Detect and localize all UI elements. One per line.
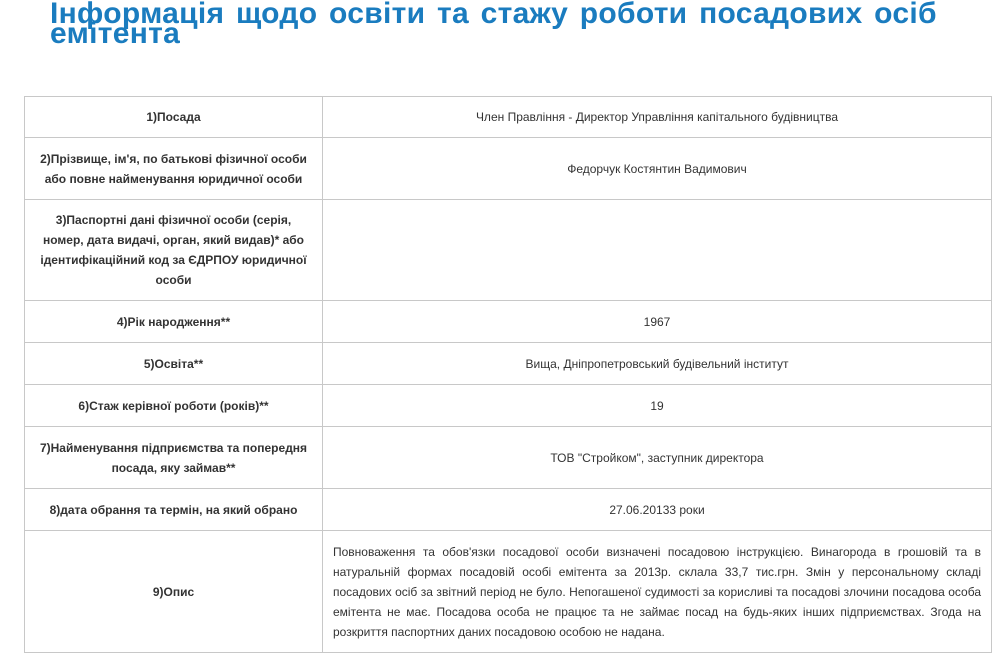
table-row-full-name — [25, 138, 992, 200]
row-value: Вища, Дніпропетровський будівельний інститут — [323, 343, 992, 385]
row-label: 2)Прізвище, ім'я, по батькові фізичної особи або повне найменування юридичної особи — [25, 138, 323, 200]
row-value: ТОВ "Стройком", заступник директора — [323, 427, 992, 489]
officer-info-table — [24, 96, 992, 653]
row-label: 4)Рік народження** — [25, 301, 323, 343]
table-row-election-date — [25, 489, 992, 531]
row-label: 5)Освіта** — [25, 343, 323, 385]
row-value: Член Правління - Директор Управління капітального будівництва — [323, 97, 992, 138]
table-row-birth-year — [25, 301, 992, 343]
table-row-position — [25, 97, 992, 138]
row-label: 8)дата обрання та термін, на який обрано — [25, 489, 323, 531]
row-value: Повноваження та обов'язки посадової особи визначені посадовою інструкцією. Винагорода в грошовій та в натуральній формах посадовій особі емітента за 2013р. склала 33,7 тис.грн. Змін у персональному складі посадових осіб за звітний період не було. Непогашеної судимості за корисливі та посадові злочини посадова особа емітента не має. Посадова особа не працює та не займає посад на будь-яких інших підприємствах. Згода на розкриття паспортних даних посадовою особою не надана. — [323, 531, 992, 653]
row-value: 1967 — [323, 301, 992, 343]
row-value: 19 — [323, 385, 992, 427]
table-row-previous-position — [25, 427, 992, 489]
table-row-education — [25, 343, 992, 385]
row-value: Федорчук Костянтин Вадимович — [323, 138, 992, 200]
table-row-description — [25, 531, 992, 653]
row-label: 3)Паспортні дані фізичної особи (серія, номер, дата видачі, орган, який видав)* або ідентифікаційний код за ЄДРПОУ юридичної особи — [25, 200, 323, 301]
row-value: 27.06.20133 роки — [323, 489, 992, 531]
table-row-experience — [25, 385, 992, 427]
row-label: 1)Посада — [25, 97, 323, 138]
row-label: 7)Найменування підприємства та попередня посада, яку займав** — [25, 427, 323, 489]
row-label: 9)Опис — [25, 531, 323, 653]
page-title: Інформація щодо освіти та стажу роботи посадових осіб емітента — [50, 0, 937, 50]
row-value — [323, 200, 992, 301]
row-label: 6)Стаж керівної роботи (років)** — [25, 385, 323, 427]
table-row-passport — [25, 200, 992, 301]
